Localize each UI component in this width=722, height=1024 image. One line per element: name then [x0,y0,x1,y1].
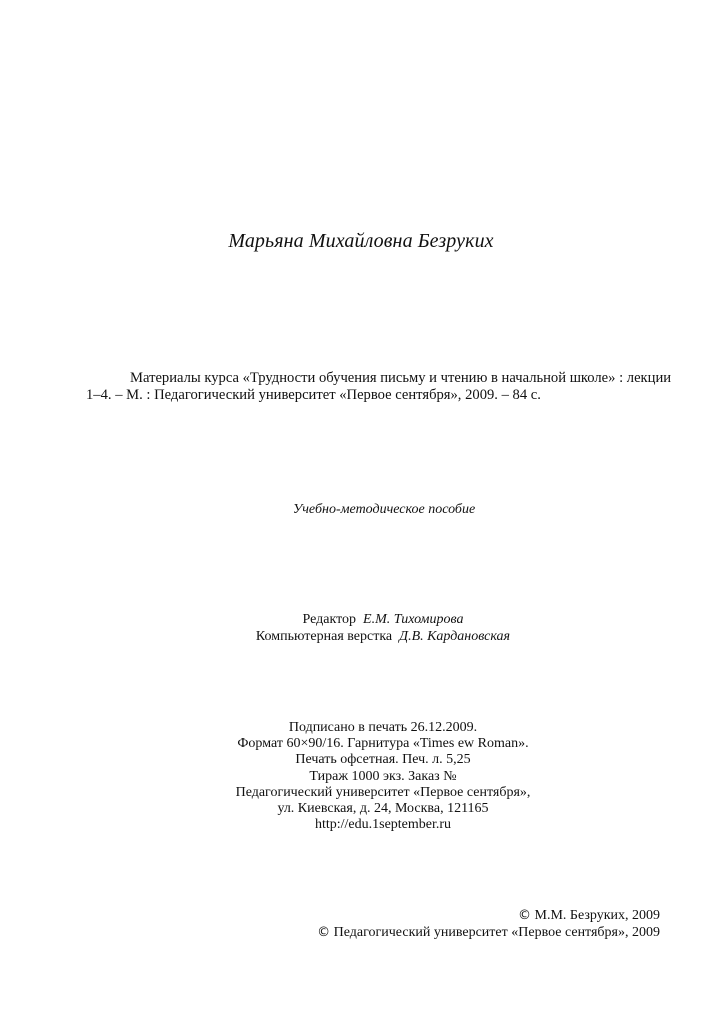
credits-block [0,611,722,645]
copyright-author-text: М.М. Безруких, 2009 [534,908,660,923]
imprint-line-address: ул. Киевская, д. 24, Москва, 121165 [277,801,489,817]
copyright-block [317,908,660,941]
copyright-publisher-text: Педагогический университет «Первое сентября», 2009 [333,924,660,940]
copyright-symbol-icon: © [518,908,532,923]
editor-name: Е.М. Тихомирова [363,612,464,627]
copyright-line-publisher [317,925,660,942]
copyright-symbol-icon: © [317,924,331,940]
imprint-line-format: Формат 60×90/16. Гарнитура «Times ew Roman». [237,736,529,752]
author-name: Марьяна Михайловна Безруких [228,230,494,252]
imprint-line-printing: Печать офсетная. Печ. л. 5,25 [295,752,471,768]
editor-label: Редактор [302,612,357,627]
imprint-line-url: http://edu.1september.ru [314,817,452,833]
copyright-line-author [317,908,660,925]
imprint-line-circulation: Тираж 1000 экз. Заказ № [309,768,457,784]
layout-name: Д.В. Кардановская [399,629,511,644]
layout-label: Компьютерная верстка [255,629,393,644]
bibliographic-line-1: Материалы курса «Трудности обучения письму и чтению в начальной школе» : лекции [130,370,672,386]
imprint-block [0,720,722,833]
layout-credit [0,628,722,645]
imprint-line-signed: Подписано в печать 26.12.2009. [288,720,478,735]
editor-credit [0,611,722,628]
bibliographic-entry [86,370,672,404]
document-type: Учебно-методическое пособие [292,502,476,517]
imprint-line-publisher: Педагогический университет «Первое сентября», [235,784,531,800]
bibliographic-line-2: 1–4. – М. : Педагогический университет «Первое сентября», 2009. – 84 с. [86,387,541,403]
